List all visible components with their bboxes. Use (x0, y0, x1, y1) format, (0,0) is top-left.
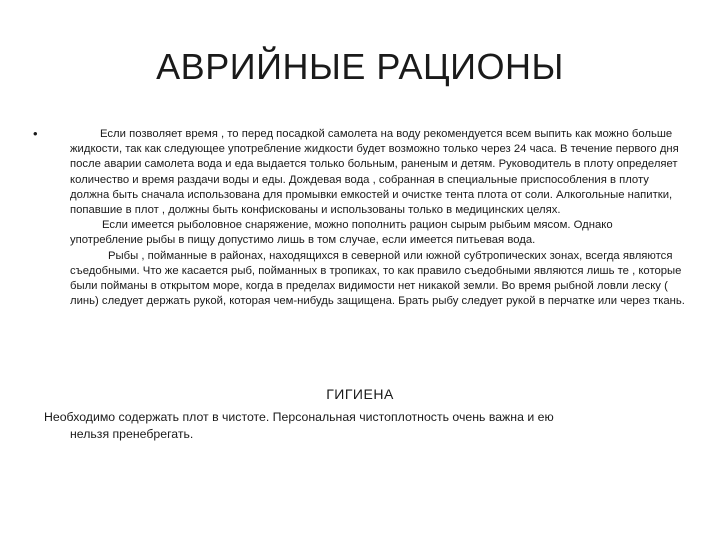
slide-title: АВРИЙНЫЕ РАЦИОНЫ (156, 46, 564, 87)
hygiene-paragraph (44, 409, 664, 442)
bullet-icon: • (33, 126, 38, 141)
paragraph-edible-fish: Рыбы , пойманные в районах, находящихся в северной или южной субтропических зонах, всегда являются съедобными. Что же касается рыб, пойманных в тропиках, то как правило съедобными являются лишь те , которые были пойманы в открытом море, когда в пределах видимости нет никакой земли. Во время рыбной ловли леску ( линь) следует держать рукой, которая чем-нибудь защищена. Брать рыбу следует рукой в перчатке или через ткань. (70, 249, 685, 308)
paragraph-fishing-gear: Если имеется рыболовное снаряжение, можно пополнить рацион сырым рыбьим мясом. Однако употребление рыбы в пищу допустимо лишь в том случае, если имеется питьевая вода. (70, 219, 613, 247)
hygiene-line-1: Необходимо содержать плот в чистоте. Персональная чистоплотность очень важна и ею (44, 410, 554, 424)
section-heading-hygiene: ГИГИЕНА (326, 386, 394, 402)
body-text-block (70, 127, 688, 309)
paragraph-emergency-water: Если позволяет время , то перед посадкой самолета на воду рекомендуется всем выпить как можно больше жидкости, так как следующее употребление жидкости будет возможно только через 24 часа. В течение первого дня после аварии самолета вода и еда выдается только больным, раненым и детям. Руководитель в плоту определяет количество и время раздачи воды и еды. Дождевая вода , собранная в специальные приспособления в плоту должна быть сначала использована для промывки емкостей и очистке тента плота от соли. Алкогольные напитки, попавшие в плот , должны быть конфискованы и использованы только в медицинских целях. (70, 128, 679, 217)
hygiene-line-2: нельзя пренебрегать. (70, 426, 194, 441)
